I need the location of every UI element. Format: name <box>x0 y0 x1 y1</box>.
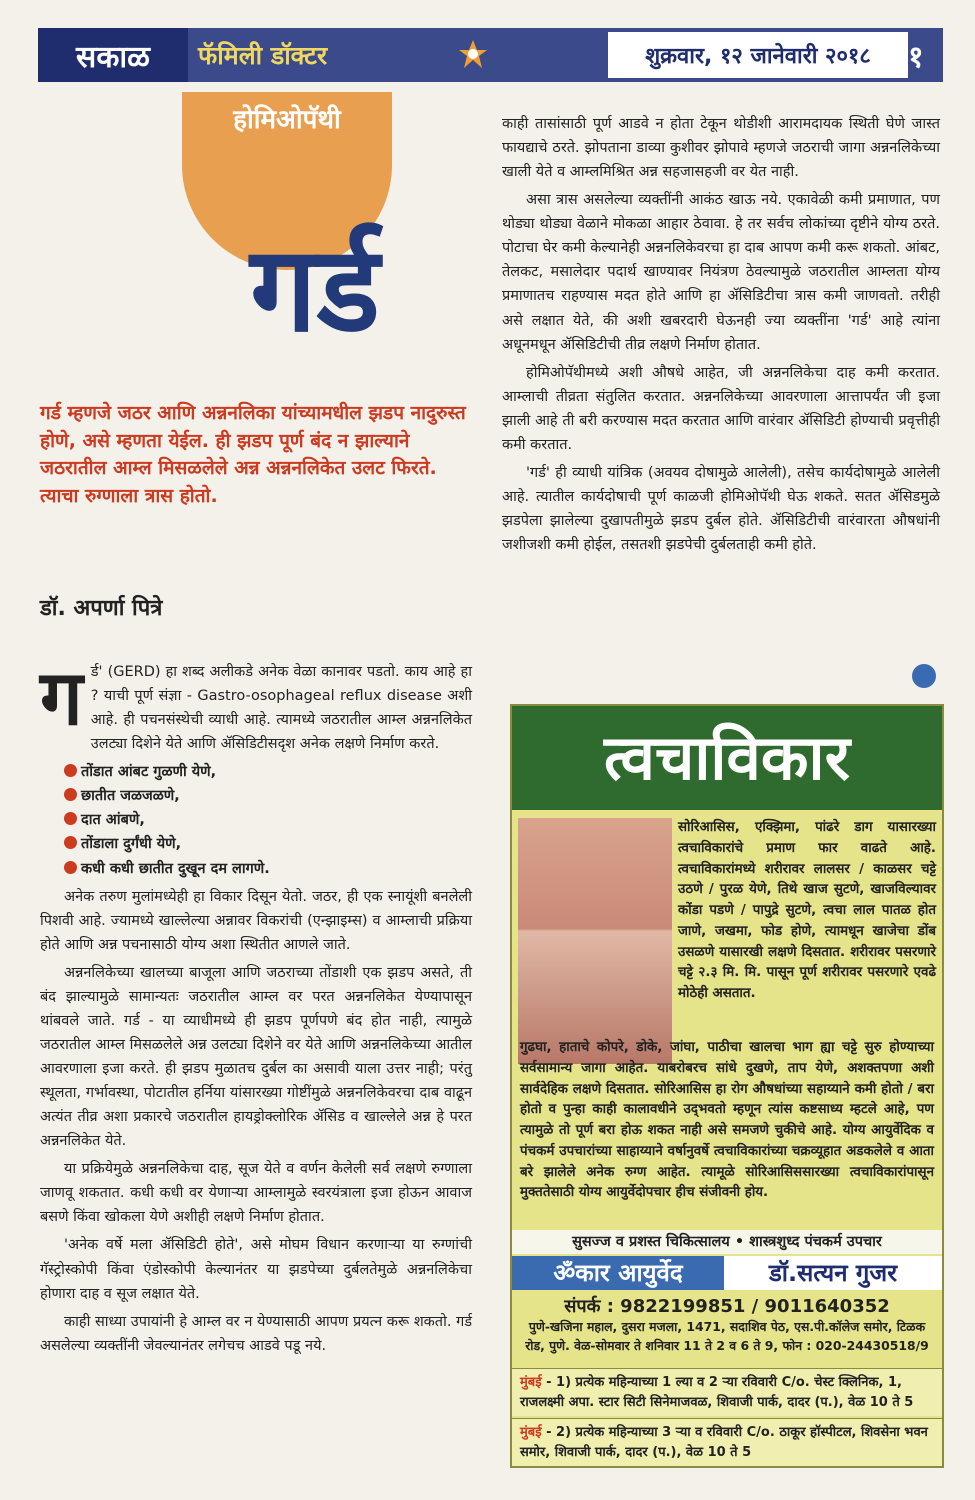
page-number: ११ <box>892 39 924 75</box>
bullet-icon <box>64 812 77 825</box>
bullet-icon <box>64 861 77 874</box>
ad-address: पुणे-खजिना महाल, दुसरा मजला, 1471, सदाशिव पेठ, एस.पी.कॉलेज समोर, टिळक रोड, पुणे. वेळ-सोमवार ते शनिवार 11 ते 2 व 6 ते 9, फोन : 020-24430518/9 <box>525 1319 929 1353</box>
bullet-icon <box>64 788 77 801</box>
body-paragraph: अनेक तरुण मुलांमध्येही हा विकार दिसून येतो. जठर, ही एक स्नायूंशी बनलेली पिशवी आहे. ज्यामध्ये खाल्लेल्या अन्नावर विकरांची (एन्झाइम्स) व आम्लाची प्रक्रिया होते आणि अन्न पचनासाठी योग्य अशा स्थितीत आणले जाते. <box>40 888 472 953</box>
ad-text-full: गुढघा, हाताचे कोपरे, डोके, जांघा, पाठीचा खालचा भाग ह्या चट्टे सुरु होण्याच्या सर्वसामान्य जागा आहेत. याबरोबरच सांधे दुखणे, ताप येणे, अशक्तपणा अशी सार्वदेहिक लक्षणे दिसतात. सोरिआसिस हा रोग औषधांच्या सहाय्याने कमी होतो / बरा होतो व पुन्हा काही कालावधीने उद्‌भवतो म्हणून त्यांस कष्टसाध्य म्हटले आहे, पण त्यामुळे तो पूर्ण बरा होऊ शकत नाही असे समजणे चुकीचे आहे. योग्य आयुर्वेदिक व पंचकर्म उपचारांच्या साहाय्याने वर्षानुवर्षे त्वचाविकारांच्या चक्रव्यूहात अडकलेले व आता बरे झालेले अनेक रुग्ण आहेत. त्यामूळे सोरिआसिससारख्या त्वचाविकारांपासून मुक्ततेसाठी योग्य आयुर्वेदोपचार हीच संजीवनी होय. <box>520 1040 934 1201</box>
ad-branch-1: मुंबई - 1) प्रत्येक महिन्याच्या 1 ल्या व 2 ऱ्या रविवारी C/o. चेस्ट क्लिनिक, 1, राजलक्ष्मी अपा. स्टार सिटी सिनेमाजवळ, शिवाजी पार्क, दादर (प.), वेळ 10 ते 5 <box>512 1368 942 1416</box>
article-author: डॉ. अपर्णा पित्रे <box>40 596 163 621</box>
ad-text-side: सोरिआसिस, एक्झिमा, पांढरे डाग यासारख्या त्वचाविकारांचे प्रमाण फार वाढते आहे. त्वचाविकारांमध्ये शरीरावर लालसर / काळसर चट्टे उठणे / पुरळ येणे, तिथे खाज सुटणे, खाजविल्यावर कोंडा पडणे / पापुद्रे सुटणे, त्वचा लाल पातळ होत जाणे, जखमा, फोड होणे, त्यामधून खाजेचा डोंब उसळणे यासारखी लक्षणे दिसतात. शरीरावर पसरणारे चट्टे २.३ मि. मि. पासून पूर्ण शरीरावर पसरणारे एवढे मोठेही असतात. <box>678 820 936 1002</box>
body-paragraph: असा त्रास असलेल्या व्यक्तींनी आकंठ खाऊ नये. एकावेळी कमी प्रमाणात, पण थोड्या थोड्या वेळाने मोकळा आहार ठेवावा. हे तर सर्वच लोकांच्या दृष्टीने योग्य ठरते. पोटाचा घेर कमी केल्यानेही अन्ननलिकेवरचा हा दाब आपण कमी करू शकतो. आंबट, तेलकट, मसालेदार पदार्थ खाण्यावर नियंत्रण ठेवल्यामुळे जठरातील आम्लता योग्य प्रमाणातच राहण्यास मदत होते आणि हा ॲसिडिटीचा त्रास कमी जाणवतो. तरीही असे लक्षात येते, की अशी खबरदारी घेऊनही ज्या व्यक्तींना 'गर्ड' आहे त्यांना अधूनमधून ॲसिडिटीची तीव्र लक्षणे निर्माण होतात. <box>502 192 940 353</box>
bullet-icon <box>64 836 77 849</box>
skin-condition-photo <box>518 818 672 1064</box>
list-item: कधी कधी छातीत दुखून दम लागणे. <box>64 857 472 881</box>
ad-doctor: डॉ.सत्यन गुजर <box>724 1256 942 1290</box>
article-column-2 <box>502 112 940 561</box>
newspaper-logo: सकाळ <box>38 28 188 82</box>
list-item: छातीत जळजळणे, <box>64 784 472 808</box>
body-paragraph: होमिओपॅथीमध्ये अशी औषधे आहेत, जी अन्ननलिकेचा दाह कमी करतात. आम्लाची तीव्रता संतुलित करतात. अन्ननलिकेच्या आवरणाला आत्तापर्यंत जी इजा झाली आहे ती बरी करण्यास मदत करतात आणि वारंवार ॲसिडिटी होण्याची प्रवृत्तीही कमी करतात. <box>502 364 940 453</box>
ad-branch-2: मुंबई - 2) प्रत्येक महिन्याच्या 3 ऱ्या व रविवारी C/o. ठाकूर हॉस्पीटल, शिवसेना भवन समोर, शिवाजी पार्क, दादर (प.), वेळ 10 ते 5 <box>512 1418 942 1466</box>
body-paragraph: काही तासांसाठी पूर्ण आडवे न होता टेकून थोडीशी आरामदायक स्थिती घेणे जास्त फायद्याचे ठरते. झोपताना डाव्या कुशीवर झोपावे म्हणजे जठराची जागा अन्ननलिकेच्या खाली येते व आम्लमिश्रित अन्न सहजासहजी वर येत नाही. <box>502 116 940 181</box>
body-paragraph: काही साध्या उपायांनी हे आम्ल वर न येण्यासाठी आपण प्रयत्न करू शकतो. गर्ड असलेल्या व्यक्तींनी जेवल्यानंतर लगेचच आडवे पडू नये. <box>40 1313 472 1354</box>
intro-text: र्ड' (GERD) हा शब्द अलीकडे अनेक वेळा कानावर पडतो. काय आहे हा ? याची पूर्ण संज्ञा - Gastro-osophageal reflux disease अशी आहे. ही पचनसंस्थेची व्याधी आहे. त्यामध्ये जठरातील आम्ल अन्ननलिकेत उलट्या दिशेने येते आणि ॲसिडिटीसदृश अनेक लक्षणे निर्माण करते. <box>90 664 472 753</box>
body-paragraph: 'अनेक वर्षे मला ॲसिडिटी होते', असे मोघम विधान करणाऱ्या या रुग्णांची गॅस्ट्रोस्कोपी किंवा एंडोस्कोपी केल्यानंतर या झडपेच्या दुर्बलतेमुळे अन्ननलिकेचा होणारा दाह व सूज लक्षात येते. <box>40 1237 472 1302</box>
section-name: फॅमिली डॉक्टर <box>198 41 328 70</box>
advertisement <box>510 704 944 1468</box>
body-paragraph: अन्ननलिकेच्या खालच्या बाजूला आणि जठराच्या तोंडाशी एक झडप असते, ती बंद झाल्यामुळे सामान्यतः जठरातील आम्ल वर परत अन्ननलिकेत येण्यापासून थांबवले जाते. गर्ड - या व्याधीमध्ये ही झडप पूर्णपणे बंद होत नाही, त्यामुळे जठरातील आम्ल मिसळलेले अन्न उलट्या दिशेने वर येते आणि अन्ननलिकेच्या आतील आवरणाला इजा करते. ही झडप मुळातच दुर्बल का असावी याला उत्तर नाही; परंतु स्थूलता, गर्भावस्था, पोटातील हर्निया यांसारख्या गोष्टींमुळे अन्ननलिकेवरचा दाब वाढून अत्यंत तीव्र अशा प्रकारचे जठरातील हायड्रोक्लोरिक ॲसिड व खाल्लेले अन्न हे परत अन्ननलिकेत येते. <box>40 964 472 1150</box>
ad-strip: सुसज्ज व प्रशस्त चिकित्सालय • शास्त्रशुध्द पंचकर्म उपचार <box>512 1230 942 1254</box>
intro-paragraph <box>40 653 472 756</box>
ad-contact: संपर्क : 9822199851 / 9011640352 <box>564 1296 890 1317</box>
circle-marker-icon <box>912 664 936 688</box>
article-lead: गर्ड म्हणजे जठर आणि अन्ननलिका यांच्यामधील झडप नादुरुस्त होणे, असे म्हणता येईल. ही झडप पूर्ण बंद न झाल्याने जठरातील आम्ल मिसळलेले अन्न अन्ननलिकेत उलट फिरते. त्याचा रुग्णाला त्रास होतो. <box>40 402 466 507</box>
article-tag: होमिओपॅथी <box>233 105 341 135</box>
ad-title: त्वचाविकार <box>512 706 942 810</box>
list-item: दात आंबणे, <box>64 808 472 832</box>
ad-brand: ॐकार आयुर्वेद <box>512 1256 724 1290</box>
issue-date: शुक्रवार, १२ जानेवारी २०१८ <box>608 32 908 78</box>
body-paragraph: 'गर्ड' ही व्याधी यांत्रिक (अवयव दोषामुळे आलेली), तसेच कार्यदोषामुळे आलेली आहे. त्यातील कार्यदोषाची पूर्ण काळजी होमिओपॅथी घेऊ शकते. सतत ॲसिडमुळे झडपेला झालेल्या दुखापतीमुळे झडप दुर्बल होते. ॲसिडिटीची वारंवारता औषधांनी जशीजशी कमी होईल, तसतशी झडपेची दुर्बलताही कमी होते. <box>502 464 940 554</box>
article-column-1 <box>40 653 472 1362</box>
bullet-icon <box>64 764 77 777</box>
symptom-list <box>64 760 472 880</box>
list-item: तोंडात आंबट गुळणी येणे, <box>64 760 472 784</box>
body-paragraph: या प्रक्रियेमुळे अन्ननलिकेचा दाह, सूज येते व वर्णन केलेली सर्व लक्षणे रुग्णाला जाणवू शकतात. कधी कधी वर येणाऱ्या आम्लामुळे स्वरयंत्राला इजा होऊन आवाज बसणे किंवा खोकला येणे अशीही लक्षणे निर्माण होतात. <box>40 1161 472 1226</box>
sun-meditation-icon <box>456 38 490 72</box>
page-header <box>38 28 943 82</box>
list-item: तोंडाला दुर्गंधी येणे, <box>64 832 472 856</box>
drop-cap: ग <box>40 653 83 742</box>
article-title: गर्ड <box>250 220 380 358</box>
